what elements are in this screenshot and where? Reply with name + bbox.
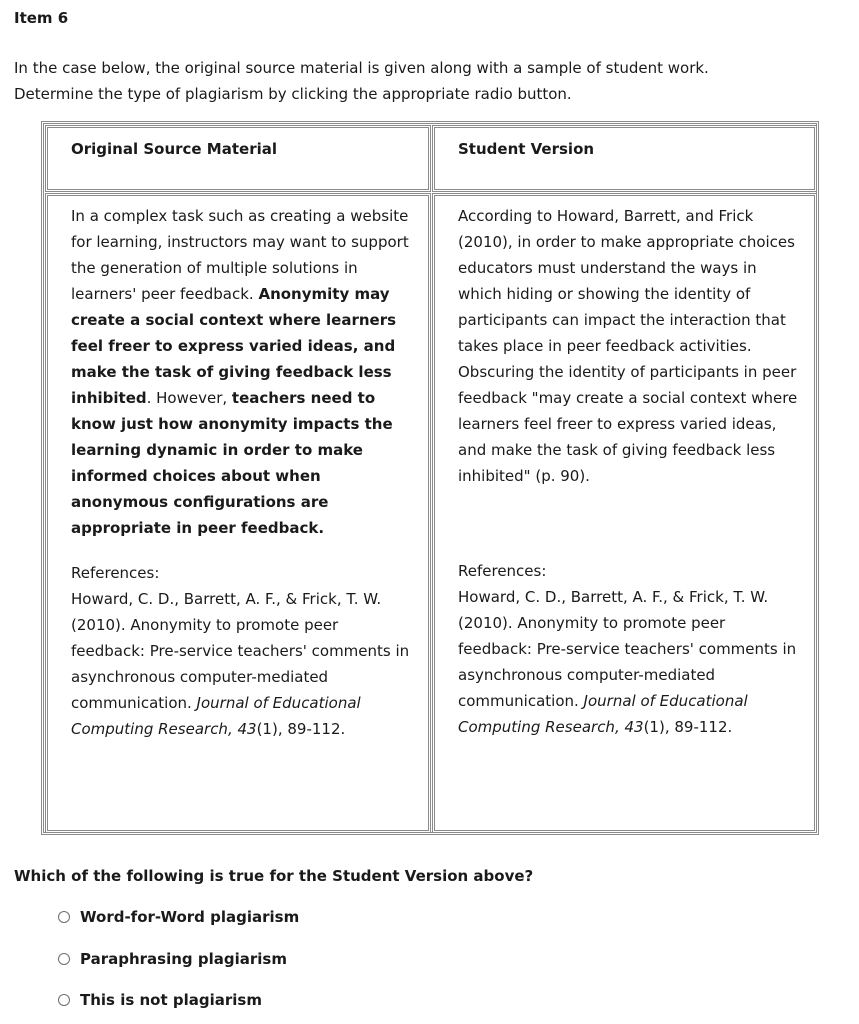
original-references-label: References: <box>71 564 160 582</box>
original-text-plain-2: . However, <box>146 389 232 407</box>
original-source-passage <box>71 203 411 541</box>
student-version-passage: According to Howard, Barrett, and Frick (2010), in order to make appropriate choices educators must understand the ways in which hiding or showing the identity of participants can impact the interaction that takes place in peer feedback activities. Obscuring the identity of participants in peer feedback "may create a social context where learners feel freer to express varied ideas, and make the task of giving feedback less inhibited" (p. 90). <box>458 207 798 485</box>
radio-word-for-word[interactable] <box>58 911 70 923</box>
original-source-cell <box>45 193 431 833</box>
original-text-bold-2: teachers need to know just how anonymity impacts the learning dynamic in order to make informed choices about when anonymous configurations are appropriate in peer feedback. <box>71 389 393 537</box>
option-word-for-word[interactable] <box>58 906 299 928</box>
original-ref-authors: Howard, C. D., Barrett, A. F., & Frick, T. W. (2010). Anonymity to promote peer feedback: Pre-service teachers' comments in asynchronous computer-mediated communication. <box>71 590 410 712</box>
comparison-table <box>41 121 819 835</box>
student-ref-journal: Journal of Educational Computing Research, 43 <box>458 692 748 736</box>
student-version-content <box>458 203 798 740</box>
original-text-bold-1: Anonymity may create a social context where learners feel freer to express varied ideas, and make the task of giving feedback less inhibited <box>71 285 397 407</box>
student-version-cell <box>432 193 817 833</box>
original-ref-journal: Journal of Educational Computing Research, 43 <box>71 694 361 738</box>
original-ref-issue: (1), 89-112. <box>256 720 346 738</box>
instructions-line-2: Determine the type of plagiarism by clicking the appropriate radio button. <box>14 85 572 103</box>
original-text-plain-1: In a complex task such as creating a website for learning, instructors may want to support the generation of multiple solutions in learners' peer feedback. <box>71 207 409 303</box>
option-paraphrasing-label[interactable]: Paraphrasing plagiarism <box>80 950 287 968</box>
student-references-label: References: <box>458 562 547 580</box>
question-prompt: Which of the following is true for the Student Version above? <box>14 867 534 885</box>
original-header-cell <box>45 125 431 192</box>
option-not-plagiarism[interactable] <box>58 989 262 1011</box>
item-title: Item 6 <box>14 9 69 27</box>
original-reference <box>71 586 411 742</box>
instructions <box>14 55 814 107</box>
original-header: Original Source Material <box>71 140 278 158</box>
student-ref-authors: Howard, C. D., Barrett, A. F., & Frick, T. W. (2010). Anonymity to promote peer feedback: Pre-service teachers' comments in asynchronous computer-mediated communication. <box>458 588 797 710</box>
student-header-cell <box>432 125 817 192</box>
student-ref-issue: (1), 89-112. <box>643 718 733 736</box>
student-reference <box>458 584 798 740</box>
radio-paraphrasing[interactable] <box>58 953 70 965</box>
option-word-for-word-label[interactable]: Word-for-Word plagiarism <box>80 908 300 926</box>
instructions-line-1: In the case below, the original source material is given along with a sample of student work. <box>14 59 709 77</box>
original-source-content <box>71 203 411 742</box>
radio-not-plagiarism[interactable] <box>58 994 70 1006</box>
option-paraphrasing[interactable] <box>58 948 287 970</box>
option-not-plagiarism-label[interactable]: This is not plagiarism <box>80 991 262 1009</box>
student-header: Student Version <box>458 140 595 158</box>
